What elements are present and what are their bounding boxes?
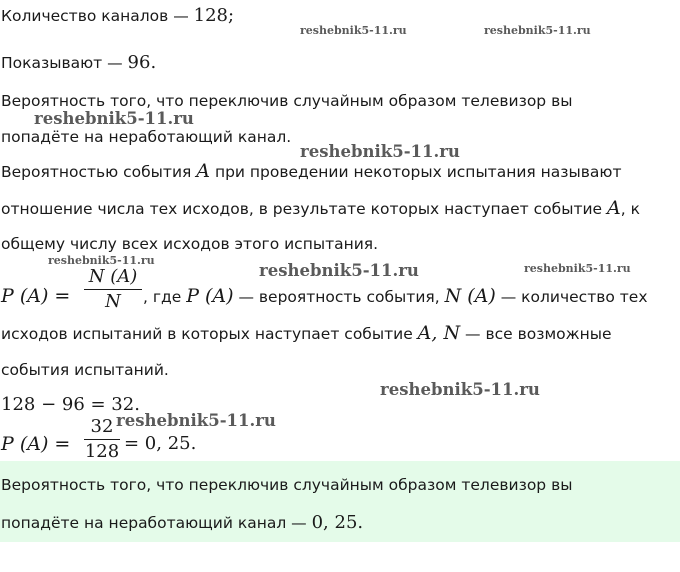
- formula-text: — все возможные: [460, 325, 612, 343]
- calc-lhs: [1, 434, 70, 455]
- probability-fraction: [84, 266, 142, 313]
- formula-lhs: [1, 286, 70, 307]
- definition-text: отношение числа тех исходов, в результате которых наступает событие: [1, 200, 608, 218]
- fraction-numerator: N (A): [88, 266, 138, 287]
- formula-variables: A, N: [417, 322, 461, 344]
- fraction-bar: [84, 289, 142, 290]
- definition-text: , к: [620, 200, 640, 218]
- question-line-2: попадёте на неработающий канал.: [1, 128, 292, 146]
- calc-result: = 0, 25.: [124, 433, 197, 454]
- answer-text: попадёте на неработающий канал —: [1, 514, 312, 532]
- shows-line: [1, 53, 156, 73]
- watermark: reshebnik5-11.ru: [380, 380, 540, 399]
- channels-label: Количество каналов —: [1, 7, 194, 25]
- watermark: reshebnik5-11.ru: [300, 142, 460, 161]
- shows-value: 96.: [127, 52, 157, 73]
- formula-line-3: события испытаний.: [1, 361, 169, 379]
- calc-rhs: [124, 434, 196, 454]
- channels-value: 128;: [193, 5, 235, 26]
- watermark: reshebnik5-11.ru: [34, 109, 194, 128]
- formula-text: — вероятность события,: [233, 288, 445, 306]
- shows-label: Показывают —: [1, 54, 128, 72]
- watermark: reshebnik5-11.ru: [484, 24, 591, 37]
- formula-explanation: [143, 286, 648, 307]
- fraction-numerator: 32: [90, 416, 114, 437]
- fraction-bar: [84, 439, 120, 440]
- watermark: reshebnik5-11.ru: [116, 411, 276, 430]
- watermark: reshebnik5-11.ru: [259, 261, 419, 280]
- event-variable: A: [607, 197, 621, 219]
- formula-text: — количество тех: [495, 288, 648, 306]
- formula-lhs-text: P (A) =: [1, 285, 71, 307]
- answer-value: 0, 25.: [311, 512, 364, 533]
- question-line-1: Вероятность того, что переключив случайным образом телевизор вы: [1, 92, 573, 110]
- watermark: reshebnik5-11.ru: [300, 24, 407, 37]
- fraction-denominator: 128: [84, 441, 120, 462]
- formula-line-2: [1, 323, 612, 344]
- formula-text: , где: [143, 288, 187, 306]
- watermark: reshebnik5-11.ru: [48, 254, 155, 267]
- definition-line-1: [1, 161, 622, 182]
- fraction-denominator: N: [105, 291, 121, 312]
- definition-text: Вероятностью события: [1, 163, 197, 181]
- event-variable: A: [196, 160, 211, 182]
- subtraction-expression: 128 − 96 = 32.: [1, 394, 140, 415]
- definition-text: при проведении некоторых испытания называют: [210, 163, 622, 181]
- formula-pa: P (A): [186, 285, 234, 307]
- channels-line: [1, 6, 234, 26]
- definition-line-3: общему числу всех исходов этого испытания.: [1, 235, 379, 253]
- formula-text: исходов испытаний в которых наступает событие: [1, 325, 418, 343]
- calc-fraction: [84, 416, 120, 463]
- calc-lhs-text: P (A) =: [1, 433, 71, 455]
- formula-na: N (A): [444, 285, 496, 307]
- watermark: reshebnik5-11.ru: [524, 262, 631, 275]
- definition-line-2: [1, 198, 640, 219]
- answer-line-1: Вероятность того, что переключив случайным образом телевизор вы: [1, 476, 573, 494]
- answer-line-2: [1, 513, 363, 533]
